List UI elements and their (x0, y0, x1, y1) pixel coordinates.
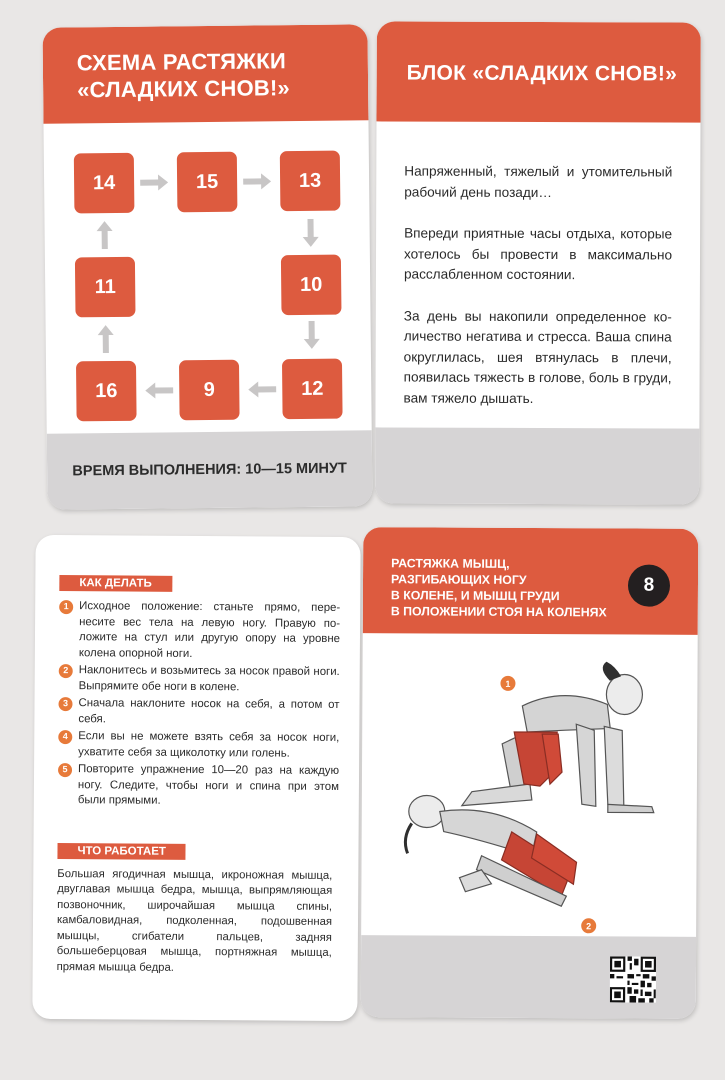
what-works-label: ЧТО РАБОТАЕТ (57, 843, 186, 860)
list-item (58, 762, 339, 810)
exercise-title-line: РАСТЯЖКА МЫШЦ, (391, 556, 510, 571)
arrow-down-icon (302, 321, 322, 351)
scheme-step-box: 11 (75, 257, 136, 318)
exercise-title-line: РАЗГИБАЮЩИХ НОГУ (390, 572, 527, 587)
list-item (59, 599, 340, 663)
exercise-number-badge: 8 (628, 565, 670, 607)
figure-two (405, 795, 577, 906)
scheme-card-header (42, 24, 368, 123)
scheme-step-box: 14 (74, 153, 135, 214)
step-text: Сначала наклоните носок на себя, а потом от себя. (78, 697, 340, 725)
scheme-step-box: 16 (76, 361, 137, 422)
scheme-title-line1: СХЕМА РАСТЯЖКИ (76, 48, 287, 76)
step-number-icon: 5 (58, 763, 72, 777)
list-item (58, 696, 339, 729)
scheme-step-box: 9 (179, 360, 240, 421)
arrow-up-icon (96, 323, 116, 353)
intro-paragraph: За день вы накопили определенное количество негатива и стресса. Ваша спина округлилась, шея втянулась в плечи, появилась тяжесть в голове, боль в груди, вам тяжело дышать. (403, 308, 672, 406)
exercise-card (361, 527, 699, 1019)
step-number-icon: 4 (58, 730, 72, 744)
scheme-card (42, 24, 372, 509)
arrow-up-icon (94, 219, 114, 249)
exercise-illustration (361, 633, 698, 937)
scheme-step-box: 15 (177, 152, 238, 213)
intro-paragraph: Напряженный, тяжелый и утомительный рабочий день позади… (404, 163, 673, 200)
exercise-title-line: В ПОЛОЖЕНИИ СТОЯ НА КОЛЕНЯХ (390, 604, 607, 620)
intro-footer (375, 427, 699, 504)
scheme-step-box: 12 (282, 359, 343, 420)
howto-card (32, 535, 360, 1021)
intro-card (375, 21, 701, 504)
howto-steps (58, 599, 340, 810)
arrow-down-icon (301, 219, 321, 249)
scheme-title-line2: «СЛАДКИХ СНОВ!» (77, 75, 291, 103)
list-item (59, 663, 340, 696)
scheme-step-box: 13 (280, 151, 341, 212)
step-number-icon: 1 (59, 600, 73, 614)
intro-title: БЛОК «СЛАДКИХ СНОВ!» (376, 21, 700, 122)
step-text: Исходное положение: станьте прямо, перенесите вес тела на левую ногу. Правую положите на стул или другую опору на уровне колена опорной ноги. (78, 600, 341, 660)
arrow-left-icon (143, 380, 173, 400)
step-number-icon: 3 (58, 697, 72, 711)
arrow-right-icon (243, 171, 273, 191)
figure-marker-two: 2 (581, 918, 596, 933)
stretch-scheme (43, 120, 371, 433)
figure-one (462, 662, 655, 813)
list-item (58, 729, 339, 762)
arrow-left-icon (246, 379, 276, 399)
duration-footer: ВРЕМЯ ВЫПОЛНЕНИЯ: 10—15 МИНУТ (47, 430, 373, 509)
arrow-right-icon (140, 172, 170, 192)
step-text: Если вы не можете взять себя за носок ноги, ухватите себя за щиколотку или голень. (78, 730, 340, 760)
figure-marker-one: 1 (500, 676, 515, 691)
muscles-text: Большая ягодичная мышца, икроножная мышца, двуглавая мышца бедра, мышца, выпрямляющая позвоночник, широчайшая мышца спины, камбаловидная, подколенная, подошвенная мышцы, сгибатели пальцев, задняя большеберцовая мышца, портняжная мышца, прямая мышца бедра. (56, 867, 333, 974)
kneeling-figure-illustration (361, 633, 698, 937)
qr-code-icon[interactable] (610, 956, 656, 1002)
step-text: Повторите упражнение 10—20 раз на каждую ногу. Следите, чтобы ноги и спина при этом были прямыми. (77, 763, 340, 807)
exercise-header (363, 527, 699, 635)
intro-paragraph: Впереди приятные часы отдыха, которые хотелось бы провести в максимально расслабленном состоянии. (403, 225, 673, 283)
exercise-footer (361, 935, 696, 1019)
scheme-step-box: 10 (281, 255, 342, 316)
intro-body (375, 121, 700, 409)
step-text: Наклонитесь и возьмитесь за носок правой ноги. Выпрямите обе ноги в колене. (78, 664, 340, 693)
step-number-icon: 2 (59, 664, 73, 678)
exercise-title-line: В КОЛЕНЕ, И МЫШЦ ГРУДИ (390, 588, 560, 604)
how-to-label: КАК ДЕЛАТЬ (59, 575, 172, 592)
